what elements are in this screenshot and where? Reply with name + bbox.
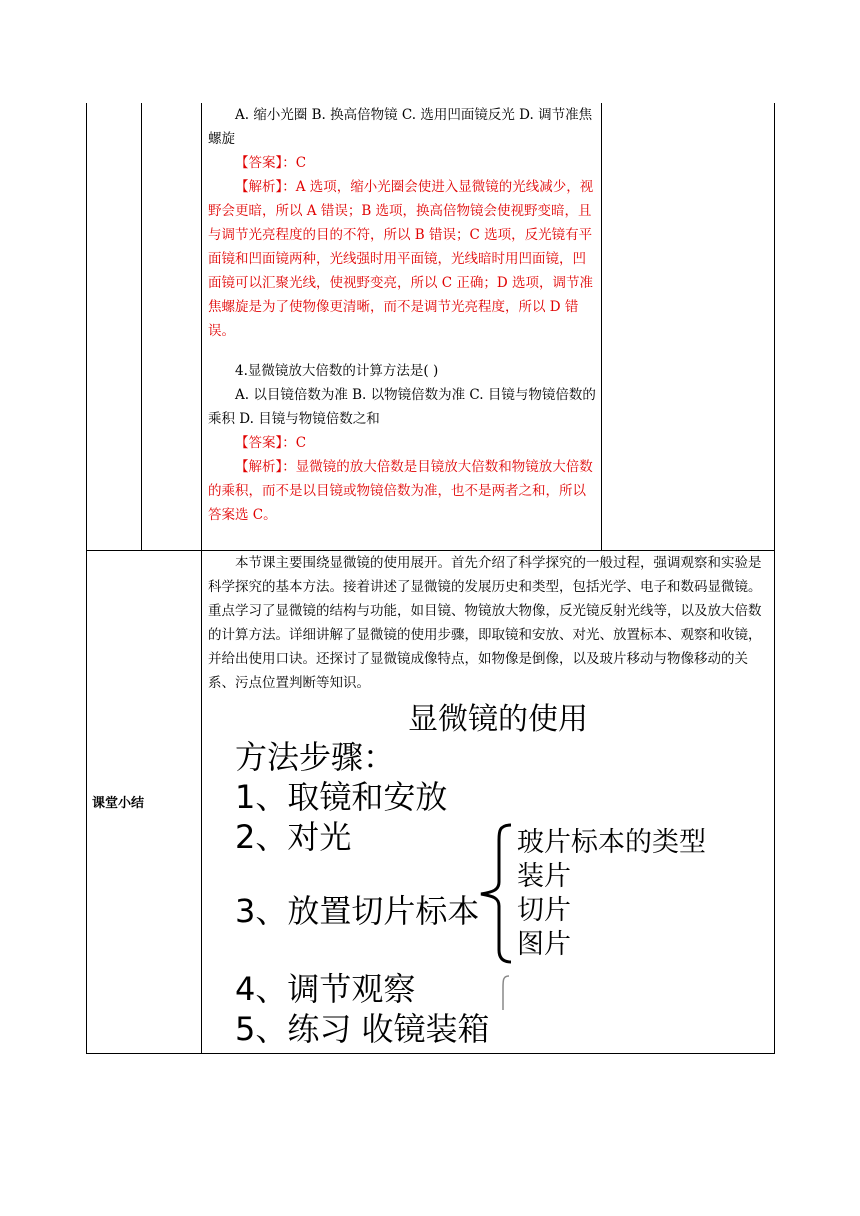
slide-branch-3: 切片	[517, 895, 571, 926]
slide-branch-1: 玻片标本的类型	[517, 827, 706, 858]
q4-answer-value: ：C	[282, 435, 307, 451]
slide-branch-4: 图片	[517, 929, 571, 960]
slide-heading: 方法步骤：	[235, 738, 396, 776]
slide-brace	[203, 692, 773, 1053]
slide-step-1: 1、取镜和安放	[235, 778, 448, 816]
table-border-right	[774, 103, 775, 1054]
slide-title: 显微镜的使用	[408, 702, 588, 737]
table-border-inner-1	[141, 103, 142, 551]
q4-analysis-text: ：显微镜的放大倍数是目镜放大倍数和物镜放大倍数的乘积，而不是以目镜或物镜倍数为准，也不是两者之和，所以答案选 C。	[208, 459, 593, 523]
q3-analysis-label: 【解析】	[235, 179, 283, 195]
q3-answer	[208, 151, 596, 175]
slide-step-3: 3、放置切片标本	[235, 892, 480, 930]
q3-analysis	[208, 175, 596, 343]
q4-analysis	[208, 455, 596, 527]
q3-analysis-text: ：A 选项，缩小光圈会使进入显微镜的光线减少，视野会更暗，所以 A 错误；B 选项，换高倍物镜会使视野变暗，且与调节光亮程度的目的不符，所以 B 错误；C 选项，反光镜有平面镜和凹面镜两种，光线强时用平面镜，光线暗时用凹面镜，凹面镜可以汇聚光线，使视野变亮，所以 C 正确；D 选项，调节准焦螺旋是为了使物像更清晰，而不是调节光亮程度，所以 D 错误。	[208, 179, 594, 339]
microscope-slide-image	[203, 692, 773, 1053]
q3-options: A. 缩小光圈 B. 换高倍物镜 C. 选用凹面镜反光 D. 调节准焦螺旋	[208, 107, 593, 147]
table-border-inner-2	[201, 103, 202, 1054]
q4-stem: 4.显微镜放大倍数的计算方法是( )	[235, 363, 439, 379]
slide-step-4: 4、调节观察	[235, 970, 416, 1008]
q4-analysis-label: 【解析】	[235, 459, 283, 475]
q4-options: A. 以目镜倍数为准 B. 以物镜倍数为准 C. 目镜与物镜倍数的乘积 D. 目镜与物镜倍数之和	[208, 387, 596, 427]
summary-label: 课堂小结	[92, 796, 145, 811]
table-border-left	[86, 103, 87, 1054]
slide-branch-2: 装片	[517, 861, 571, 892]
slide-step-2: 2、对光	[235, 818, 352, 856]
q4-answer	[208, 431, 596, 455]
q3-answer-label: 【答案】	[235, 155, 283, 171]
table-border-bottom	[86, 1053, 775, 1054]
slide-step-5: 5、练习 收镜装箱	[235, 1010, 490, 1048]
q4-answer-label: 【答案】	[235, 435, 283, 451]
summary-text: 本节课主要围绕显微镜的使用展开。首先介绍了科学探究的一般过程，强调观察和实验是科学探究的基本方法。接着讲述了显微镜的发展历史和类型，包括光学、电子和数码显微镜。重点学习了显微镜的结构与功能，如目镜、物镜放大物像，反光镜反射光线等，以及放大倍数的计算方法。详细讲解了显微镜的使用步骤，即取镜和安放、对光、放置标本、观察和收镜，并给出使用口诀。还探讨了显微镜成像特点，如物像是倒像，以及玻片移动与物像移动的关系、污点位置判断等知识。	[208, 555, 762, 691]
question-cell	[208, 103, 596, 527]
table-border-inner-3	[601, 103, 602, 551]
q3-answer-value: ：C	[282, 155, 307, 171]
